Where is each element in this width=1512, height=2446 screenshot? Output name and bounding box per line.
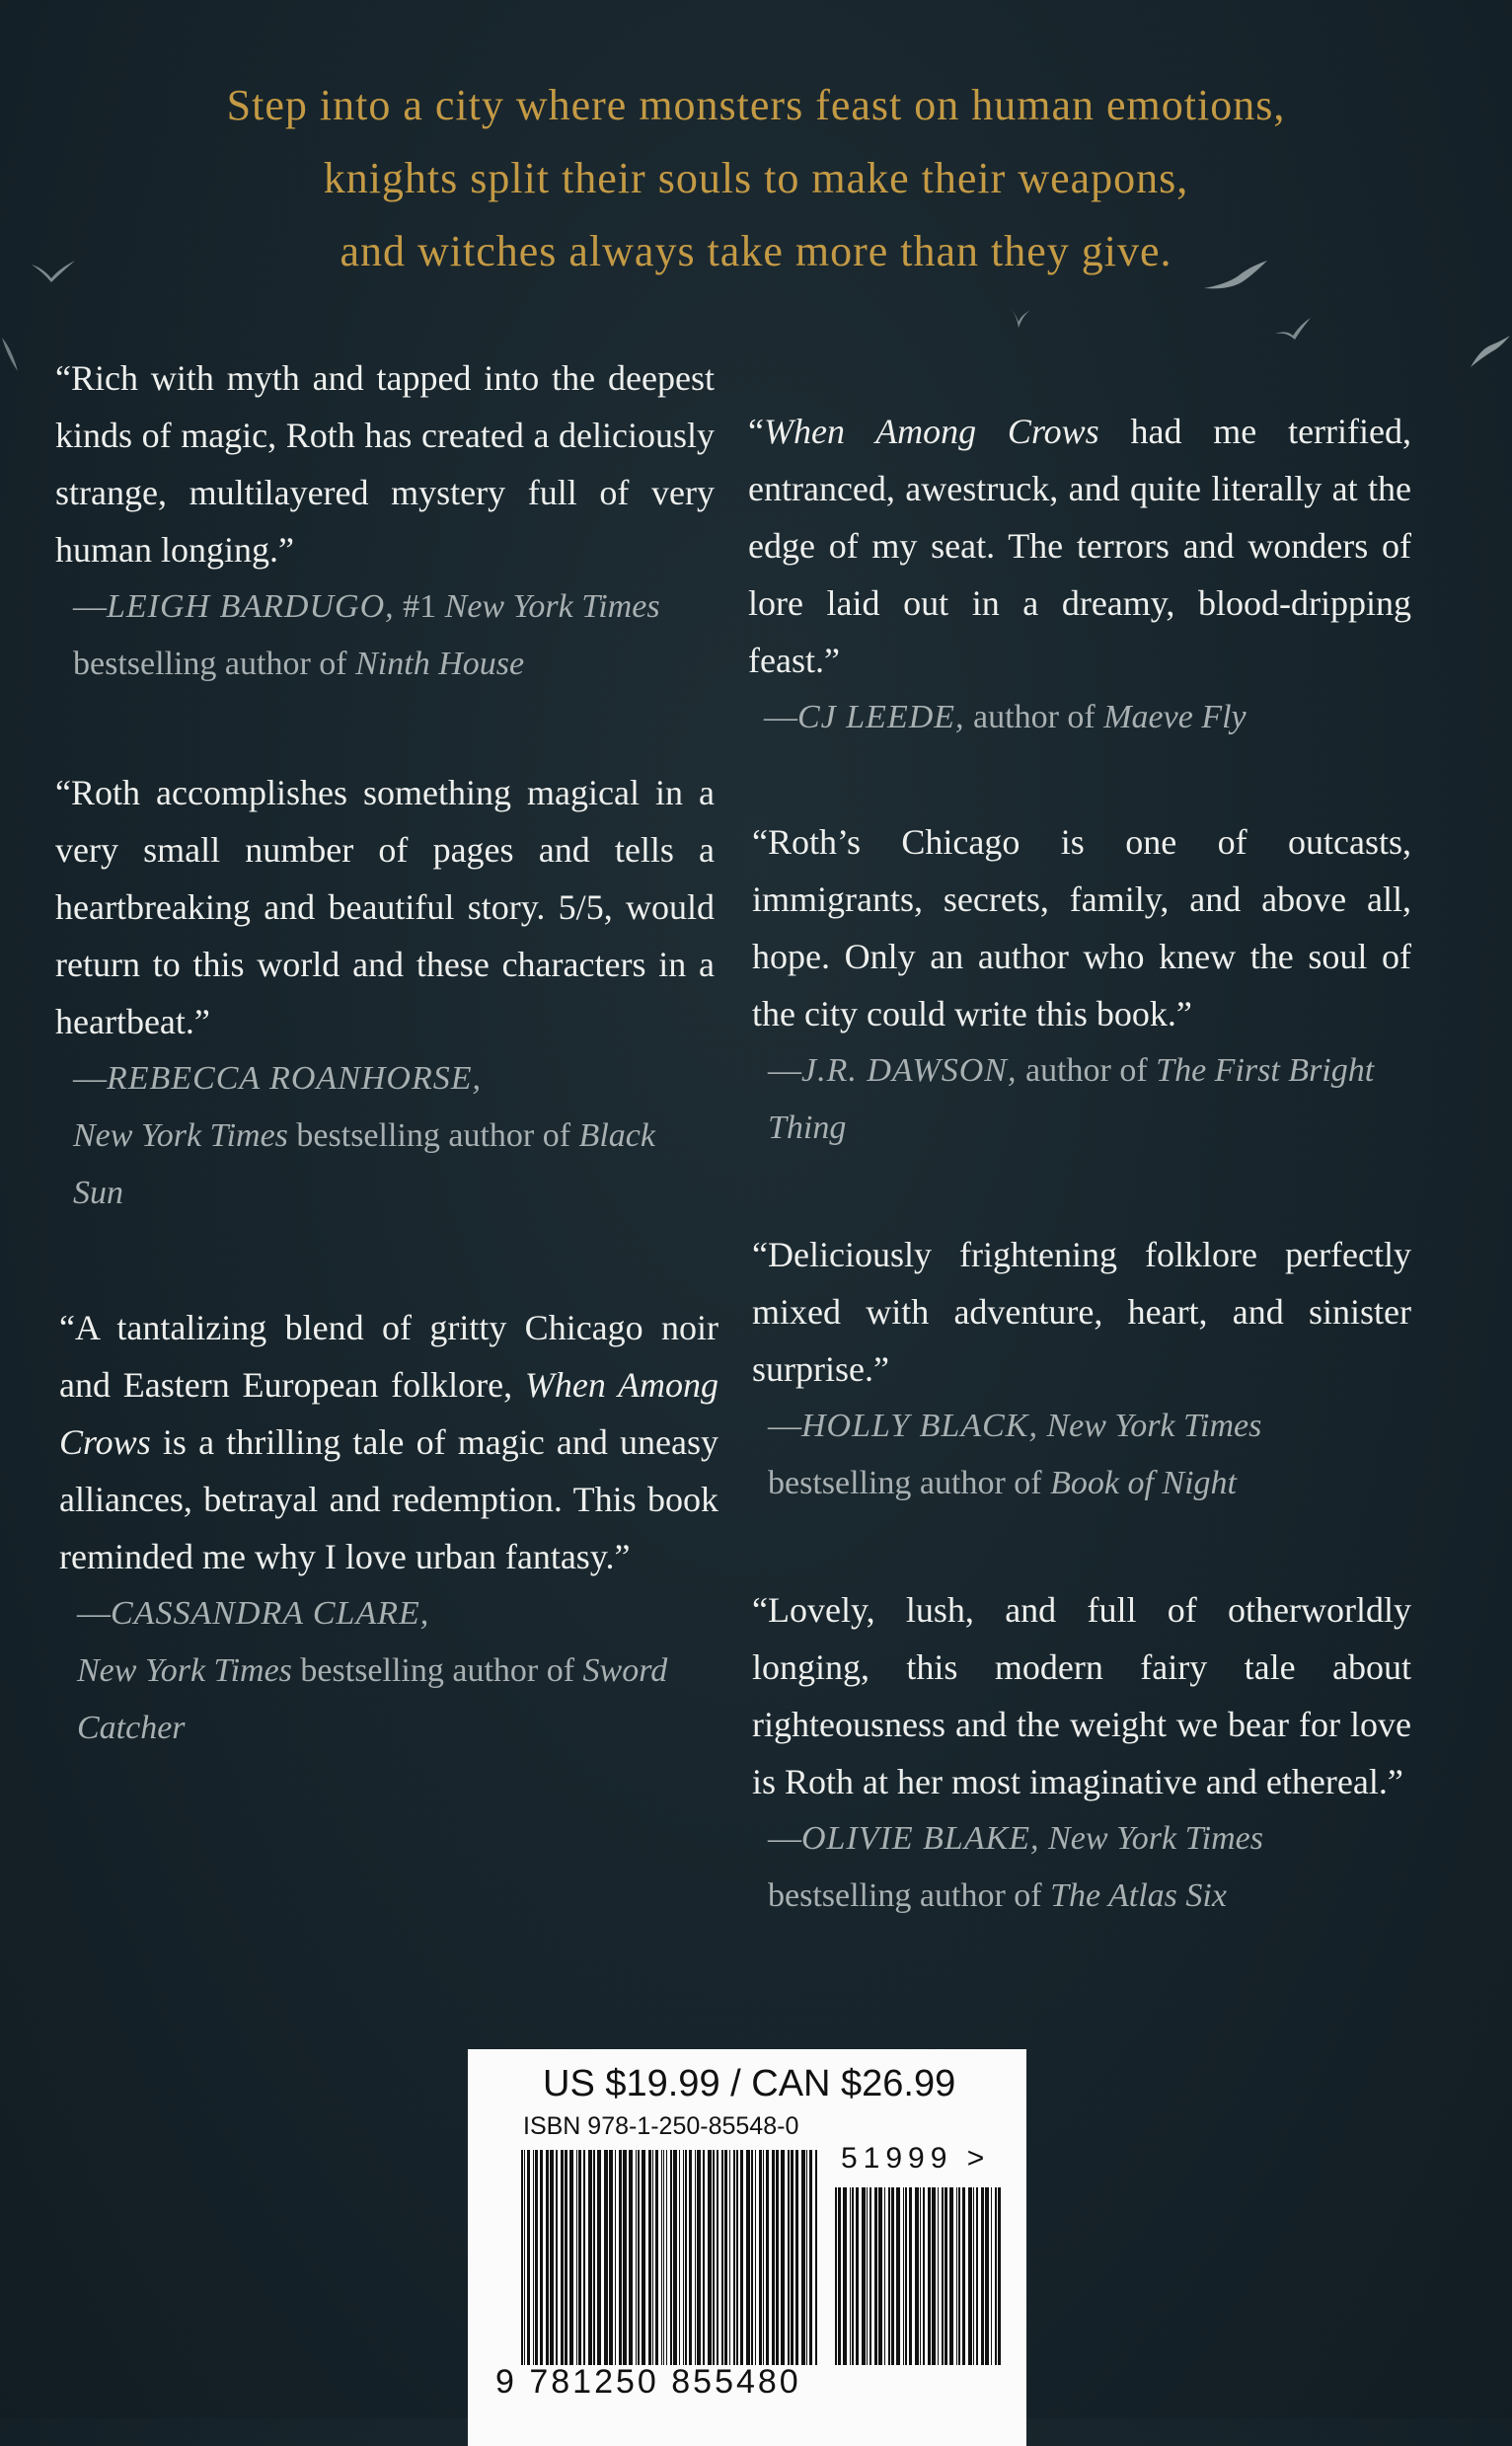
barcode-bar xyxy=(869,2187,871,2365)
barcode-bar xyxy=(976,2187,978,2365)
addon-code: 51999 > xyxy=(841,2142,991,2175)
blurb-attribution xyxy=(59,1585,669,1757)
attribution-publication: New York Times xyxy=(77,1652,292,1689)
attribution-dash: — xyxy=(768,1408,801,1444)
barcode-bar xyxy=(565,2150,567,2365)
blurb-attribution xyxy=(752,1398,1399,1512)
barcode-bar xyxy=(648,2150,651,2365)
barcode-bar xyxy=(524,2150,525,2365)
barcode-bar xyxy=(985,2187,989,2365)
barcode-bar xyxy=(661,2150,662,2365)
attribution-name: OLIVIE BLAKE, xyxy=(801,1820,1040,1857)
tagline-line-1: Step into a city where monsters feast on human emotions, xyxy=(226,81,1286,129)
barcode-bar xyxy=(740,2150,743,2365)
barcode-bar xyxy=(772,2150,775,2365)
barcode-bar xyxy=(550,2150,554,2365)
blurb-leede xyxy=(748,403,1411,746)
barcode-bar xyxy=(703,2150,705,2365)
barcode-bar xyxy=(909,2187,912,2365)
blurb-dawson xyxy=(752,813,1411,1157)
bird-icon xyxy=(1202,259,1271,294)
barcode-bar xyxy=(801,2150,805,2365)
bird-icon xyxy=(1467,334,1512,369)
barcode-bar xyxy=(766,2150,769,2365)
attribution-role: bestselling author of xyxy=(73,646,356,682)
attribution-role: bestselling author of xyxy=(287,1117,579,1154)
barcode-bar xyxy=(995,2187,997,2365)
price-text: US $19.99 / CAN $26.99 xyxy=(543,2063,956,2104)
barcode-bar xyxy=(623,2150,627,2365)
attribution-rank: #1 xyxy=(394,588,445,625)
attribution-name: REBECCA ROANHORSE, xyxy=(107,1060,482,1097)
barcode-bar xyxy=(724,2150,727,2365)
barcode-bar xyxy=(973,2187,974,2365)
barcode-bar xyxy=(928,2187,931,2365)
barcode-bar xyxy=(569,2150,573,2365)
blurb-text xyxy=(748,403,1411,689)
barcode-bar xyxy=(888,2187,890,2365)
barcode-bar xyxy=(666,2150,667,2365)
barcode-bar xyxy=(856,2187,859,2365)
barcode-bar xyxy=(781,2150,785,2365)
barcode-bar xyxy=(843,2187,847,2365)
attribution-work: The Atlas Six xyxy=(1050,1877,1227,1914)
blurb-bardugo xyxy=(55,349,715,693)
barcode-bar xyxy=(588,2150,592,2365)
barcode-digits: 9 781250 855480 xyxy=(495,2363,801,2401)
barcode-bar xyxy=(759,2150,762,2365)
barcode-bar xyxy=(729,2150,730,2365)
barcode-bar xyxy=(867,2187,868,2365)
blurb-text-title: When Among Crows xyxy=(763,412,1099,451)
barcode-bar xyxy=(838,2187,841,2365)
bird-icon xyxy=(1005,302,1034,332)
barcode-bar xyxy=(755,2150,756,2365)
attribution-work: The First Bright Thing xyxy=(768,1052,1375,1146)
attribution-dash: — xyxy=(764,699,797,735)
attribution-name: LEIGH BARDUGO, xyxy=(107,588,395,625)
barcode-bar xyxy=(593,2150,595,2365)
barcode-bar xyxy=(556,2150,558,2365)
barcode-bar xyxy=(835,2187,837,2365)
attribution-publication: New York Times xyxy=(1037,1408,1262,1444)
barcode-bar xyxy=(949,2187,953,2365)
blurb-text-part: had me terrified, entranced, awestruck, and quite literally at the edge of my seat. The terrors and wonders of lore laid out in a dreamy, blood-dripping feast.” xyxy=(748,412,1411,680)
attribution-role: author of xyxy=(1017,1052,1157,1089)
barcode-bar xyxy=(576,2150,577,2365)
barcode-bar xyxy=(962,2187,965,2365)
barcode-bar xyxy=(540,2150,543,2365)
tagline xyxy=(0,69,1512,288)
attribution-dash: — xyxy=(77,1595,111,1632)
attribution-work: Sword Catcher xyxy=(77,1652,668,1746)
barcode-bar xyxy=(619,2150,622,2365)
barcode-bar xyxy=(642,2150,645,2365)
blurb-black xyxy=(752,1226,1411,1512)
barcode-bar xyxy=(791,2150,794,2365)
barcode-bar xyxy=(683,2150,684,2365)
barcode-bar xyxy=(815,2150,817,2365)
barcode-bar xyxy=(915,2187,919,2365)
barcode-bar xyxy=(521,2150,523,2365)
barcode-bar xyxy=(679,2150,680,2365)
barcode-bar xyxy=(905,2187,907,2365)
attribution-publication: New York Times xyxy=(73,1117,288,1154)
blurb-clare xyxy=(59,1299,718,1757)
barcode-bar xyxy=(663,2150,664,2365)
attribution-name: CJ LEEDE, xyxy=(797,699,965,735)
barcode-bar xyxy=(788,2150,790,2365)
attribution-name: CASSANDRA CLARE, xyxy=(111,1595,430,1632)
barcode-bar xyxy=(981,2187,984,2365)
barcode-bar xyxy=(629,2150,633,2365)
barcode-bar xyxy=(673,2150,677,2365)
barcode-bar xyxy=(795,2150,798,2365)
blurb-text-part: is a thrilling tale of magic and uneasy alliances, betrayal and redemption. This book reminded me why I love urban fantasy.” xyxy=(59,1422,718,1576)
barcode-bar xyxy=(776,2150,779,2365)
barcode-bar xyxy=(763,2150,764,2365)
blurb-text: “Roth accomplishes something magical in a very small number of pages and tells a heartbreaking and beautiful story. 5/5, would return to this world and these characters in a heartbeat.” xyxy=(55,773,715,1041)
barcode-bar xyxy=(852,2187,854,2365)
attribution-role: bestselling author of xyxy=(768,1877,1051,1914)
barcode-bar xyxy=(708,2150,712,2365)
barcode-bar xyxy=(733,2150,735,2365)
attribution-name: HOLLY BLACK, xyxy=(801,1408,1038,1444)
barcode-addon xyxy=(835,2187,1003,2365)
barcode-bar xyxy=(968,2187,972,2365)
barcode-bar xyxy=(884,2187,885,2365)
barcode-bar xyxy=(583,2150,585,2365)
barcode-bar xyxy=(998,2187,1001,2365)
attribution-role: bestselling author of xyxy=(291,1652,583,1689)
barcode-bar xyxy=(923,2187,925,2365)
barcode-bar xyxy=(932,2187,936,2365)
barcode-bar xyxy=(546,2150,549,2365)
attribution-work: Book of Night xyxy=(1050,1465,1238,1501)
blurb-text-part: “A tantalizing blend of gritty Chicago noir and Eastern European folklore, xyxy=(59,1308,718,1405)
barcode-bar xyxy=(615,2150,616,2365)
attribution-publication: New York Times xyxy=(1039,1820,1263,1857)
blurb-attribution xyxy=(752,1042,1399,1157)
barcode-bar xyxy=(695,2150,696,2365)
barcode-bar xyxy=(891,2187,894,2365)
attribution-dash: — xyxy=(73,1060,107,1097)
attribution-role: author of xyxy=(964,699,1104,735)
blurb-attribution xyxy=(55,578,715,693)
blurb-text-title: When Among Crows xyxy=(59,1365,718,1462)
barcode-label xyxy=(468,2049,1026,2446)
barcode-bar xyxy=(689,2150,692,2365)
barcode-bar xyxy=(746,2150,750,2365)
barcode-bar xyxy=(806,2150,807,2365)
barcode-bar xyxy=(938,2187,939,2365)
blurb-text: “Deliciously frightening folklore perfectly mixed with adventure, heart, and sinister surprise.” xyxy=(752,1235,1411,1389)
barcode-bar xyxy=(652,2150,653,2365)
blurb-text: “Lovely, lush, and full of otherworldly longing, this modern fairy tale about righteousness and the weight we bear for love is Roth at her most imaginative and ethereal.” xyxy=(752,1590,1411,1801)
barcode-bar xyxy=(878,2187,882,2365)
bird-icon xyxy=(0,336,20,375)
attribution-work: Ninth House xyxy=(355,646,525,682)
barcode-bar xyxy=(721,2150,723,2365)
isbn-text: ISBN 978-1-250-85548-0 xyxy=(523,2112,799,2140)
bird-icon xyxy=(1273,314,1313,342)
barcode-bar xyxy=(958,2187,960,2365)
barcode-bar xyxy=(736,2150,738,2365)
barcode-bar xyxy=(920,2187,921,2365)
barcode-main xyxy=(521,2150,819,2365)
barcode-bar xyxy=(991,2187,992,2365)
barcode-bar xyxy=(670,2150,672,2365)
barcode-bar xyxy=(527,2150,530,2365)
barcode-bar xyxy=(636,2150,637,2365)
tagline-line-3: and witches always take more than they give. xyxy=(340,227,1172,275)
barcode-bar xyxy=(751,2150,753,2365)
blurb-text xyxy=(59,1299,718,1585)
bird-icon xyxy=(30,255,79,284)
attribution-dash: — xyxy=(73,588,107,625)
barcode-bar xyxy=(609,2150,613,2365)
tagline-line-2: knights split their souls to make their weapons, xyxy=(323,154,1189,202)
attribution-work: Maeve Fly xyxy=(1103,699,1247,735)
barcode-bar xyxy=(874,2187,877,2365)
blurb-attribution xyxy=(748,689,1411,746)
barcode-bar xyxy=(533,2150,534,2365)
attribution-publication: New York Times xyxy=(444,588,660,625)
barcode-bar xyxy=(535,2150,538,2365)
blurb-roanhorse xyxy=(55,764,715,1222)
barcode-bar xyxy=(578,2150,581,2365)
barcode-bar xyxy=(862,2187,866,2365)
barcode-bar xyxy=(850,2187,851,2365)
barcode-bar xyxy=(697,2150,701,2365)
blurb-blake xyxy=(752,1581,1411,1925)
attribution-work: Black Sun xyxy=(73,1117,655,1211)
barcode-bar xyxy=(717,2150,718,2365)
barcode-bar xyxy=(655,2150,658,2365)
barcode-bar xyxy=(903,2187,904,2365)
barcode-bar xyxy=(685,2150,687,2365)
blurb-text-part: “ xyxy=(748,412,764,451)
barcode-bar xyxy=(945,2187,947,2365)
barcode-bar xyxy=(604,2150,608,2365)
blurb-text: “Roth’s Chicago is one of outcasts, immigrants, secrets, family, and above all, hope. Only an author who knew the soul of the city could write this book.” xyxy=(752,822,1411,1033)
barcode-bar xyxy=(561,2150,564,2365)
attribution-role: bestselling author of xyxy=(768,1465,1051,1501)
blurb-attribution xyxy=(55,1050,665,1222)
barcode-bar xyxy=(713,2150,715,2365)
barcode-bar xyxy=(956,2187,957,2365)
barcode-bar xyxy=(896,2187,900,2365)
attribution-dash: — xyxy=(768,1052,801,1089)
attribution-name: J.R. DAWSON, xyxy=(801,1052,1018,1089)
barcode-bar xyxy=(597,2150,601,2365)
barcode-bar xyxy=(809,2150,812,2365)
attribution-dash: — xyxy=(768,1820,801,1857)
blurb-attribution xyxy=(752,1810,1399,1925)
barcode-bar xyxy=(942,2187,944,2365)
blurb-text: “Rich with myth and tapped into the deepest kinds of magic, Roth has created a deliciously strange, multilayered mystery full of very human longing.” xyxy=(55,358,715,570)
barcode-bar xyxy=(638,2150,640,2365)
